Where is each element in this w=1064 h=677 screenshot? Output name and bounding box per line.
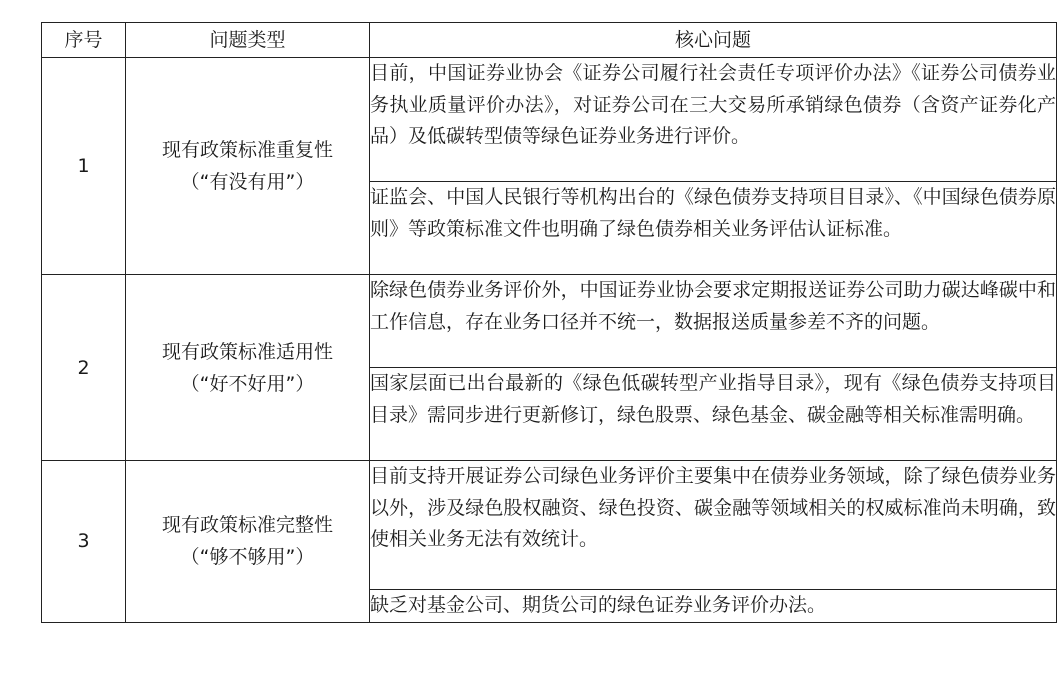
table-row <box>42 461 1057 590</box>
row-type-cell <box>126 58 370 275</box>
row-type-label: 现有政策标准重复性 <box>161 139 333 161</box>
row-type-label: 现有政策标准适用性 <box>161 340 333 363</box>
header-index: 序号 <box>42 23 126 58</box>
row-type-cell <box>126 275 370 461</box>
row-type-note: （“好不好用”） <box>180 372 315 395</box>
issue-cell: 缺乏对基金公司、期货公司的绿色证券业务评价办法。 <box>370 590 1057 623</box>
row-type-cell <box>126 461 370 623</box>
issue-cell: 目前，中国证券业协会《证券公司履行社会责任专项评价办法》《证券公司债券业务执业质量评价办法》，对证券公司在三大交易所承销绿色债券（含资产证券化产品）及低碳转型债等绿色证券业务进行评价。 <box>370 58 1057 182</box>
issue-cell: 证监会、中国人民银行等机构出台的《绿色债券支持项目目录》、《中国绿色债券原则》等政策标准文件也明确了绿色债券相关业务评估认证标准。 <box>370 182 1057 275</box>
row-type-note: （“有没有用”） <box>180 171 315 193</box>
table-row <box>42 275 1057 368</box>
issue-cell: 除绿色债券业务评价外，中国证券业协会要求定期报送证券公司助力碳达峰碳中和工作信息，存在业务口径并不统一，数据报送质量参差不齐的问题。 <box>370 275 1057 368</box>
row-type-label: 现有政策标准完整性 <box>161 514 333 537</box>
row-type-note: （“够不够用”） <box>180 546 315 569</box>
header-row <box>42 23 1057 58</box>
issue-cell: 国家层面已出台最新的《绿色低碳转型产业指导目录》，现有《绿色债券支持项目目录》需同步进行更新修订，绿色股票、绿色基金、碳金融等相关标准需明确。 <box>370 368 1057 461</box>
row-index: 2 <box>42 275 126 461</box>
row-index: 3 <box>42 461 126 623</box>
header-type: 问题类型 <box>126 23 370 58</box>
table-row <box>42 58 1057 182</box>
header-issue: 核心问题 <box>370 23 1057 58</box>
policy-issues-table <box>41 22 1057 623</box>
issue-cell: 目前支持开展证券公司绿色业务评价主要集中在债券业务领域，除了绿色债券业务以外，涉及绿色股权融资、绿色投资、碳金融等领域相关的权威标准尚未明确，致使相关业务无法有效统计。 <box>370 461 1057 590</box>
row-index: 1 <box>42 58 126 275</box>
